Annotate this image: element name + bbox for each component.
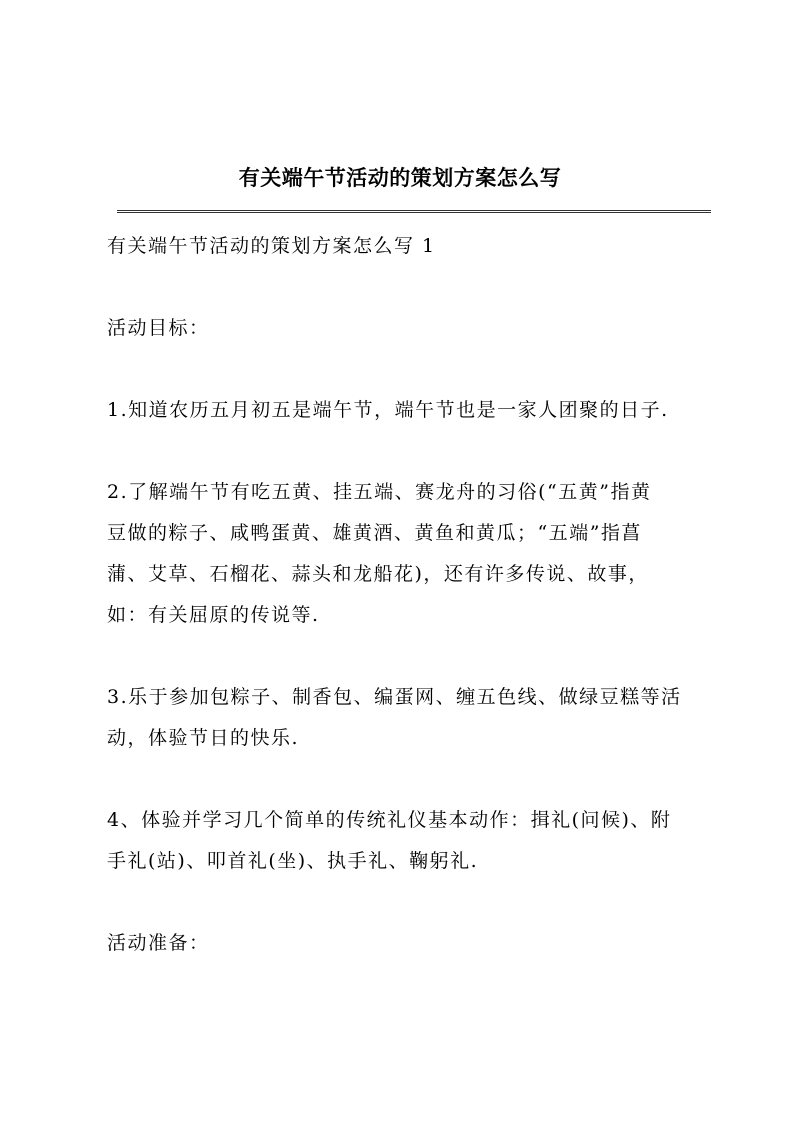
paragraph-line: 4、体验并学习几个简单的传统礼仪基本动作：揖礼(问候)、附	[107, 809, 672, 831]
paragraph-heading	[107, 226, 717, 267]
paragraph-line: 2.了解端午节有吃五黄、挂五端、赛龙舟的习俗(“五黄”指黄	[107, 481, 652, 503]
paragraph-line: 动，体验节日的快乐.	[107, 727, 300, 749]
paragraph-line: 3.乐于参加包粽子、制香包、编蛋网、缠五色线、做绿豆糕等活	[107, 686, 682, 708]
paragraph-preparation-label	[107, 923, 717, 964]
paragraph-goal-1	[107, 390, 717, 431]
paragraph-line: 活动准备：	[107, 932, 210, 954]
paragraph-line: 手礼(站)、叩首礼(坐)、执手礼、鞠躬礼.	[107, 850, 479, 872]
paragraph-line: 有关端午节活动的策划方案怎么写 1	[107, 235, 436, 257]
paragraph-goal-3	[107, 677, 717, 759]
paragraph-line: 蒲、艾草、石榴花、蒜头和龙船花)，还有许多传说、故事，	[107, 563, 649, 585]
paragraph-line: 1.知道农历五月初五是端午节，端午节也是一家人团聚的日子.	[107, 399, 669, 421]
paragraph-line: 豆做的粽子、咸鸭蛋黄、雄黄酒、黄鱼和黄瓜；“五端”指菖	[107, 522, 642, 544]
paragraph-objectives-label	[107, 308, 717, 349]
document-title: 有关端午节活动的策划方案怎么写	[238, 165, 562, 190]
title-divider	[117, 210, 711, 213]
paragraph-line: 如：有关屈原的传说等.	[107, 604, 320, 626]
document-body	[107, 226, 717, 1005]
paragraph-line: 活动目标：	[107, 317, 210, 339]
paragraph-goal-4	[107, 800, 717, 882]
paragraph-goal-2	[107, 472, 717, 636]
